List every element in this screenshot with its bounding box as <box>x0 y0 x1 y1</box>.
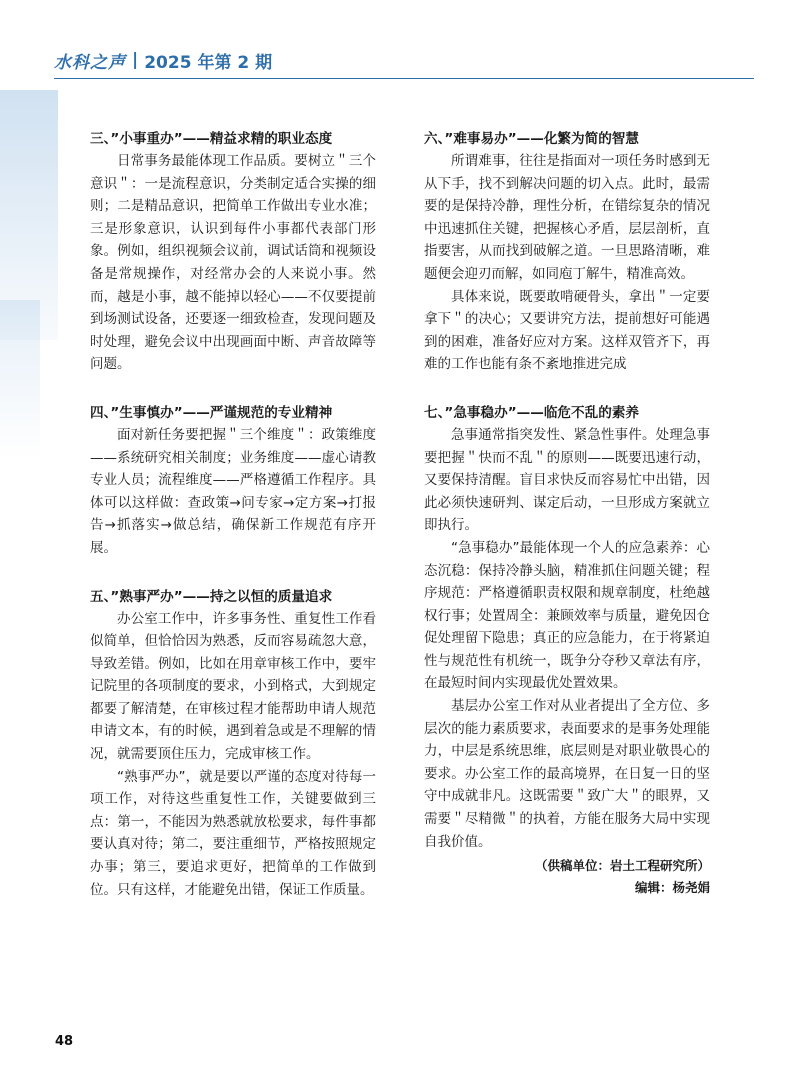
section-spacer <box>424 376 710 402</box>
running-header <box>54 46 272 74</box>
section-heading: 三、”小事重办”——精益求精的职业态度 <box>90 131 333 147</box>
body-paragraph: “急事稳办”最能体现一个人的应急素养：心态沉稳：保持冷静头脑，精准抓住问题关键；程序规范：严格遵循职责权限和规章制度，杜绝越权行事；处置周全：兼顾效率与质量，避免因仓促处理留下隐患；真正的应急能力，在于将紧迫性与规范性有机统一，既争分夺秒又章法有序，在最短时间内实现最优处置效果。 <box>424 539 710 692</box>
right-column <box>424 128 710 899</box>
decorative-background-stripe <box>0 300 40 460</box>
body-paragraph: 具体来说，既要敢啃硬骨头，拿出＂一定要拿下＂的决心；又要讲究方法，提前想好可能遇到的困难，准备好应对方案。这样双管齐下，再难的工作也能有条不紊地推进完成 <box>424 288 710 373</box>
body-paragraph: “熟事严办”，就是要以严谨的态度对待每一项工作，对待这些重复性工作，关键要做到三点：第一，不能因为熟悉就放松要求，每件事都要认真对待；第二，要注重细节，严格按照规定办事；第三，要追求更好，把简单的工作做到位。只有这样，才能避免出错，保证工作质量。 <box>90 768 376 898</box>
issue-label: 2025 年第 2 期 <box>144 52 273 73</box>
section-heading: 七、”急事稳办”——临危不乱的素养 <box>424 404 639 421</box>
body-paragraph: 办公室工作中，许多事务性、重复性工作看似简单，但恰恰因为熟悉，反而容易疏忽大意，导致差错。例如，比如在用章审核工作中，要牢记院里的各项制度的要求，小到格式，大到规定都要了解清楚，在审核过程才能帮助申请人规范申请文本，有的时候，遇到着急或是不理解的情况，就需要顶住压力，完成审核工作。 <box>90 610 376 763</box>
body-paragraph: 面对新任务要把握＂三个维度＂：政策维度——系统研究相关制度；业务维度——虚心请教专业人员；流程维度——严格遵循工作程序。具体可以这样做：查政策→问专家→定方案→打报告→抓落实→做总结，确保新工作规范有序开展。 <box>90 426 376 556</box>
body-paragraph: 所谓难事，往往是指面对一项任务时感到无从下手，找不到解决问题的切入点。此时，最需要的是保持冷静，理性分析，在错综复杂的情况中迅速抓住关键，把握核心矛盾，层层剖析，直指要害，从而找到破解之道。一旦思路清晰，难题便会迎刃而解，如同庖丁解牛，精准高效。 <box>424 153 710 282</box>
section-spacer <box>90 560 376 586</box>
magazine-name: 水科之声 <box>54 52 126 73</box>
left-column <box>90 128 376 901</box>
credit-line: 编辑：杨尧娟 <box>634 880 710 896</box>
section-heading: 六、”难事易办”——化繁为简的智慧 <box>424 131 639 147</box>
header-separator: | <box>132 50 139 70</box>
page-number: 48 <box>55 1034 74 1049</box>
section-heading: 五、”熟事严办”——持之以恒的质量追求 <box>90 588 333 605</box>
body-paragraph: 急事通常指突发性、紧急性事件。处理急事要把握＂快而不乱＂的原则——既要迅速行动，又要保持清醒。盲目求快反而容易忙中出错，因此必须快速研判、谋定后动，一旦形成方案就立即执行。 <box>424 426 710 534</box>
header-rule <box>54 78 754 79</box>
section-heading: 四、”生事慎办”——严谨规范的专业精神 <box>90 404 333 421</box>
body-paragraph: 日常事务最能体现工作品质。要树立＂三个意识＂：一是流程意识，分类制定适合实操的细则；二是精品意识，把简单工作做出专业水准；三是形象意识，认识到每件小事都代表部门形象。例如，组织视频会议前，调试话筒和视频设备是常规操作，对经常办会的人来说小事。然而，越是小事，越不能掉以轻心——不仅要提前到场测试设备，还要逐一细致检查，发现问题及时处理，避免会议中出现画面中断、声音故障等问题。 <box>90 153 376 373</box>
credit-line: （供稿单位：岩土工程研究所） <box>534 858 710 874</box>
body-paragraph: 基层办公室工作对从业者提出了全方位、多层次的能力素质要求，表面要求的是事务处理能力，中层是系统思维，底层则是对职业敬畏心的要求。办公室工作的最高境界，在日复一日的坚守中成就非凡。这既需要＂致广大＂的眼界，又需要＂尽精微＂的执着，方能在服务大局中实现自我价值。 <box>424 698 710 850</box>
section-spacer <box>90 376 376 402</box>
